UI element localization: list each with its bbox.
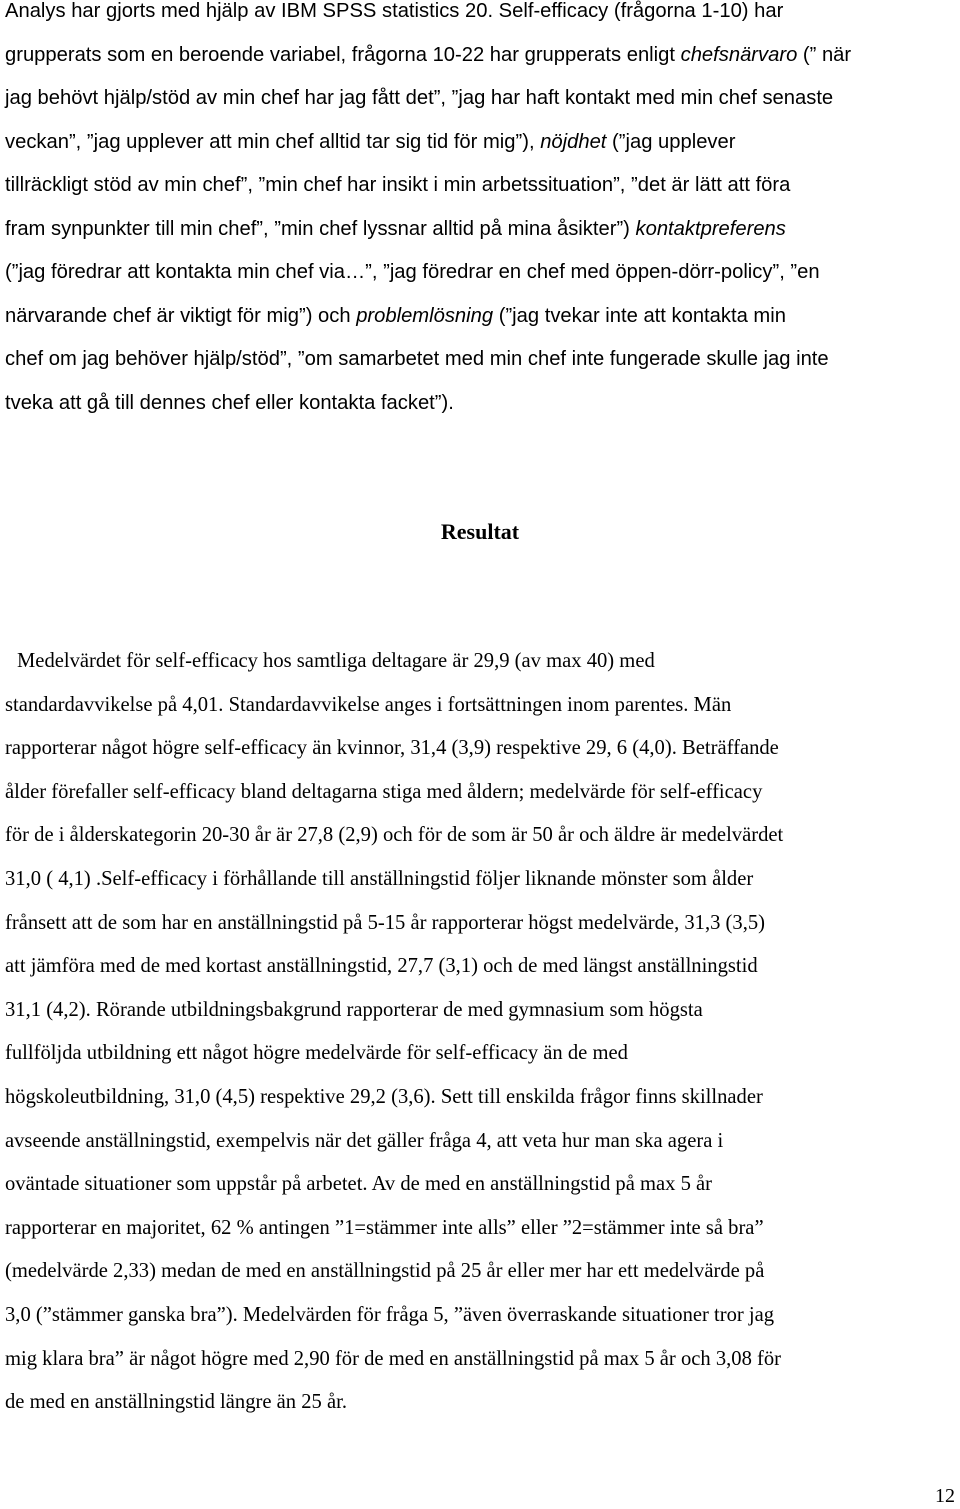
- method-paragraph: [5, 0, 957, 425]
- text-line: fullföljda utbildning ett något högre medelvärde för self-efficacy än de med: [5, 1042, 628, 1065]
- text-line: de med en anställningstid längre än 25 år.: [5, 1391, 347, 1414]
- text-line: mig klara bra” är något högre med 2,90 för de med en anställningstid på max 5 år och 3,08 för: [5, 1347, 782, 1370]
- text-line: [5, 0, 957, 34]
- text-run: (”jag föredrar att kontakta min chef via…”, ”jag föredrar en chef med öppen-dörr-policy”, ”en: [5, 261, 820, 283]
- italic-term-problemlosning: problemlösning: [356, 304, 494, 327]
- text-line: 31,1 (4,2). Rörande utbildningsbakgrund rapporterar de med gymnasium som högsta: [5, 998, 703, 1021]
- text-run: chef om jag behöver hjälp/stöd”, ”om samarbetet med min chef inte fungerade skulle jag inte: [5, 348, 829, 370]
- text-line: standardavvikelse på 4,01. Standardavvikelse anges i fortsättningen inom parentes. Män: [5, 693, 732, 716]
- text-run: Analys har gjorts med hjälp av IBM SPSS statistics 20. Self-efficacy (frågorna 1-10) har: [5, 0, 784, 22]
- text-line: [5, 77, 957, 121]
- text-line: Medelvärdet för self-efficacy hos samtliga deltagare är 29,9 (av max 40) med: [17, 650, 655, 672]
- text-line: [5, 121, 957, 165]
- text-line: oväntade situationer som uppstår på arbetet. Av de med en anställningstid på max 5 år: [5, 1173, 713, 1196]
- text-run: grupperats som en beroende variabel, frågorna 10-22 har grupperats enligt: [5, 43, 681, 66]
- text-line: ålder förefaller self-efficacy bland deltagarna stiga med åldern; medelvärde för self-efficacy: [5, 780, 763, 803]
- text-line: [5, 295, 957, 339]
- text-line: rapporterar en majoritet, 62 % antingen ”1=stämmer inte alls” eller ”2=stämmer inte så bra”: [5, 1216, 764, 1239]
- text-line: 3,0 (”stämmer ganska bra”). Medelvärden för fråga 5, ”även överraskande situationer tror jag: [5, 1303, 775, 1326]
- text-run: (”jag upplever: [606, 130, 736, 153]
- text-run: fram synpunkter till min chef”, ”min chef lyssnar alltid på mina åsikter”): [5, 217, 636, 240]
- results-paragraph: [5, 640, 957, 1425]
- italic-term-kontaktpreferens: kontaktpreferens: [635, 217, 786, 240]
- italic-term-chefsnarvaro: chefsnärvaro: [680, 43, 798, 66]
- text-line: [5, 382, 957, 426]
- text-run: (” när: [797, 43, 852, 66]
- text-line: 31,0 ( 4,1) .Self-efficacy i förhållande till anställningstid följer liknande mönster som ålder: [5, 867, 754, 890]
- text-run: veckan”, ”jag upplever att min chef alltid tar sig tid för mig”),: [5, 130, 541, 153]
- italic-term-nojdhet: nöjdhet: [540, 130, 607, 153]
- section-heading-resultat: Resultat: [440, 519, 520, 544]
- text-run: tillräckligt stöd av min chef”, ”min chef har insikt i min arbetssituation”, ”det är lätt att föra: [5, 174, 791, 196]
- text-line: rapporterar något högre self-efficacy än kvinnor, 31,4 (3,9) respektive 29, 6 (4,0). Beträffande: [5, 737, 779, 760]
- text-line: frånsett att de som har en anställningstid på 5-15 år rapporterar högst medelvärde, 31,3 (3,5): [5, 911, 766, 934]
- text-run: (”jag tvekar inte att kontakta min: [493, 304, 786, 327]
- text-line: att jämföra med de med kortast anställningstid, 27,7 (3,1) och de med längst anställningstid: [5, 955, 758, 978]
- text-line: [5, 338, 957, 382]
- text-line: avseende anställningstid, exempelvis när det gäller fråga 4, att veta hur man ska agera i: [5, 1129, 724, 1152]
- text-line: [5, 34, 957, 78]
- text-line: [5, 164, 957, 208]
- text-run: närvarande chef är viktigt för mig”) och: [5, 304, 357, 327]
- page-number: 12: [935, 1485, 955, 1507]
- text-line: (medelvärde 2,33) medan de med en anställningstid på 25 år eller mer har ett medelvärde på: [5, 1260, 765, 1283]
- text-line: för de i ålderskategorin 20-30 år är 27,8 (2,9) och för de som är 50 år och äldre är medelvärdet: [5, 824, 784, 847]
- text-run: tveka att gå till dennes chef eller kontakta facket”).: [5, 391, 454, 414]
- text-line: [5, 251, 957, 295]
- text-line: högskoleutbildning, 31,0 (4,5) respektive 29,2 (3,6). Sett till enskilda frågor finns skillnader: [5, 1085, 763, 1108]
- text-line: [5, 208, 957, 252]
- text-run: jag behövt hjälp/stöd av min chef har jag fått det”, ”jag har haft kontakt med min chef senaste: [5, 87, 834, 109]
